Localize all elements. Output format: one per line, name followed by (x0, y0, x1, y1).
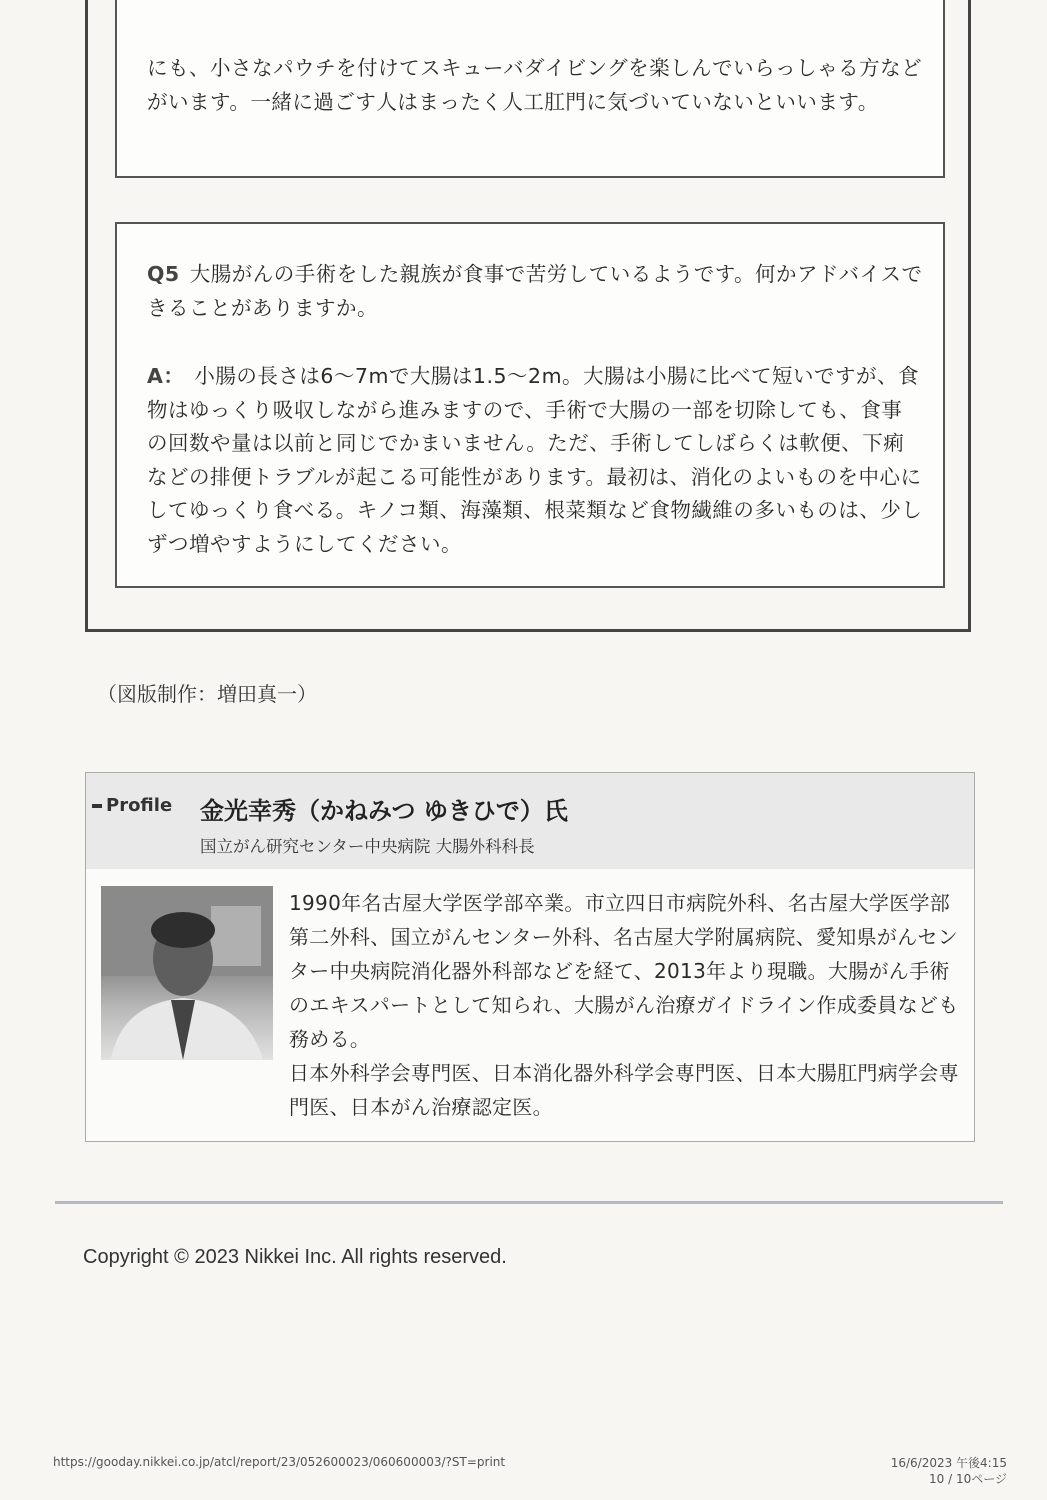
divider (55, 1201, 1003, 1204)
question-q5 (147, 258, 923, 325)
profile-photo (101, 886, 273, 1060)
profile-label (92, 795, 172, 816)
profile-bio: 1990年名古屋大学医学部卒業。市立四日市病院外科、名古屋大学医学部第二外科、国立がんセンター外科、名古屋大学附属病院、愛知県がんセンター中央病院消化器外科部などを経て、2013年より現職。大腸がん手術のエキスパートとして知られ、大腸がん治療ガイドライン作成委員なども務める。 日本外科学会専門医、日本消化器外科学会専門医、日本大腸肛門病学会専門医、日本がん治療認定医。 (289, 891, 959, 1119)
answer-q5 (147, 360, 923, 561)
answer-box-continued (115, 0, 945, 178)
answer-tag: A： (147, 364, 185, 388)
footer-url: https://gooday.nikkei.co.jp/atcl/report/23/052600023/060600003/?ST=print (53, 1455, 506, 1469)
qa-box-q5 (115, 222, 945, 588)
answer-text: にも、小さなパウチを付けてスキューバダイビングを楽しんでいらっしゃる方などがいます。一緒に過ごす人はまったく人工肛門に気づいていないといいます。 (147, 56, 923, 114)
footer-meta (891, 1455, 1007, 1487)
question-tag: Q5 (147, 262, 180, 286)
question-text: 大腸がんの手術をした親族が食事で苦労しているようです。何かアドバイスできることがありますか。 (147, 262, 923, 320)
profile-role: 国立がん研究センター中央病院 大腸外科科長 (200, 837, 535, 856)
profile-name: 金光幸秀（かねみつ ゆきひで）氏 (200, 797, 568, 825)
profile-header (86, 773, 974, 869)
answer-text: 小腸の長さは6〜7mで大腸は1.5〜2m。大腸は小腸に比べて短いですが、食物はゆっくり吸収しながら進みますので、手術で大腸の一部を切除しても、食事の回数や量は以前と同じでかまいません。ただ、手術してしばらくは軟便、下痢などの排便トラブルが起こる可能性があります。最初は、消化のよいものを中心にしてゆっくり食べる。キノコ類、海藻類、根菜類など食物繊維の多いものは、少しずつ増やすようにしてください。 (147, 364, 923, 556)
figure-credit: （図版制作：増田真一） (97, 682, 317, 706)
person-photo-icon (101, 886, 273, 1060)
profile-card (85, 772, 975, 1142)
dash-icon (92, 804, 102, 808)
page-number: 10 / 10ページ (929, 1472, 1007, 1486)
profile-label-text: Profile (106, 795, 173, 816)
copyright: Copyright © 2023 Nikkei Inc. All rights reserved. (83, 1246, 507, 1268)
print-datetime: 16/6/2023 午後4:15 (890, 1456, 1007, 1470)
